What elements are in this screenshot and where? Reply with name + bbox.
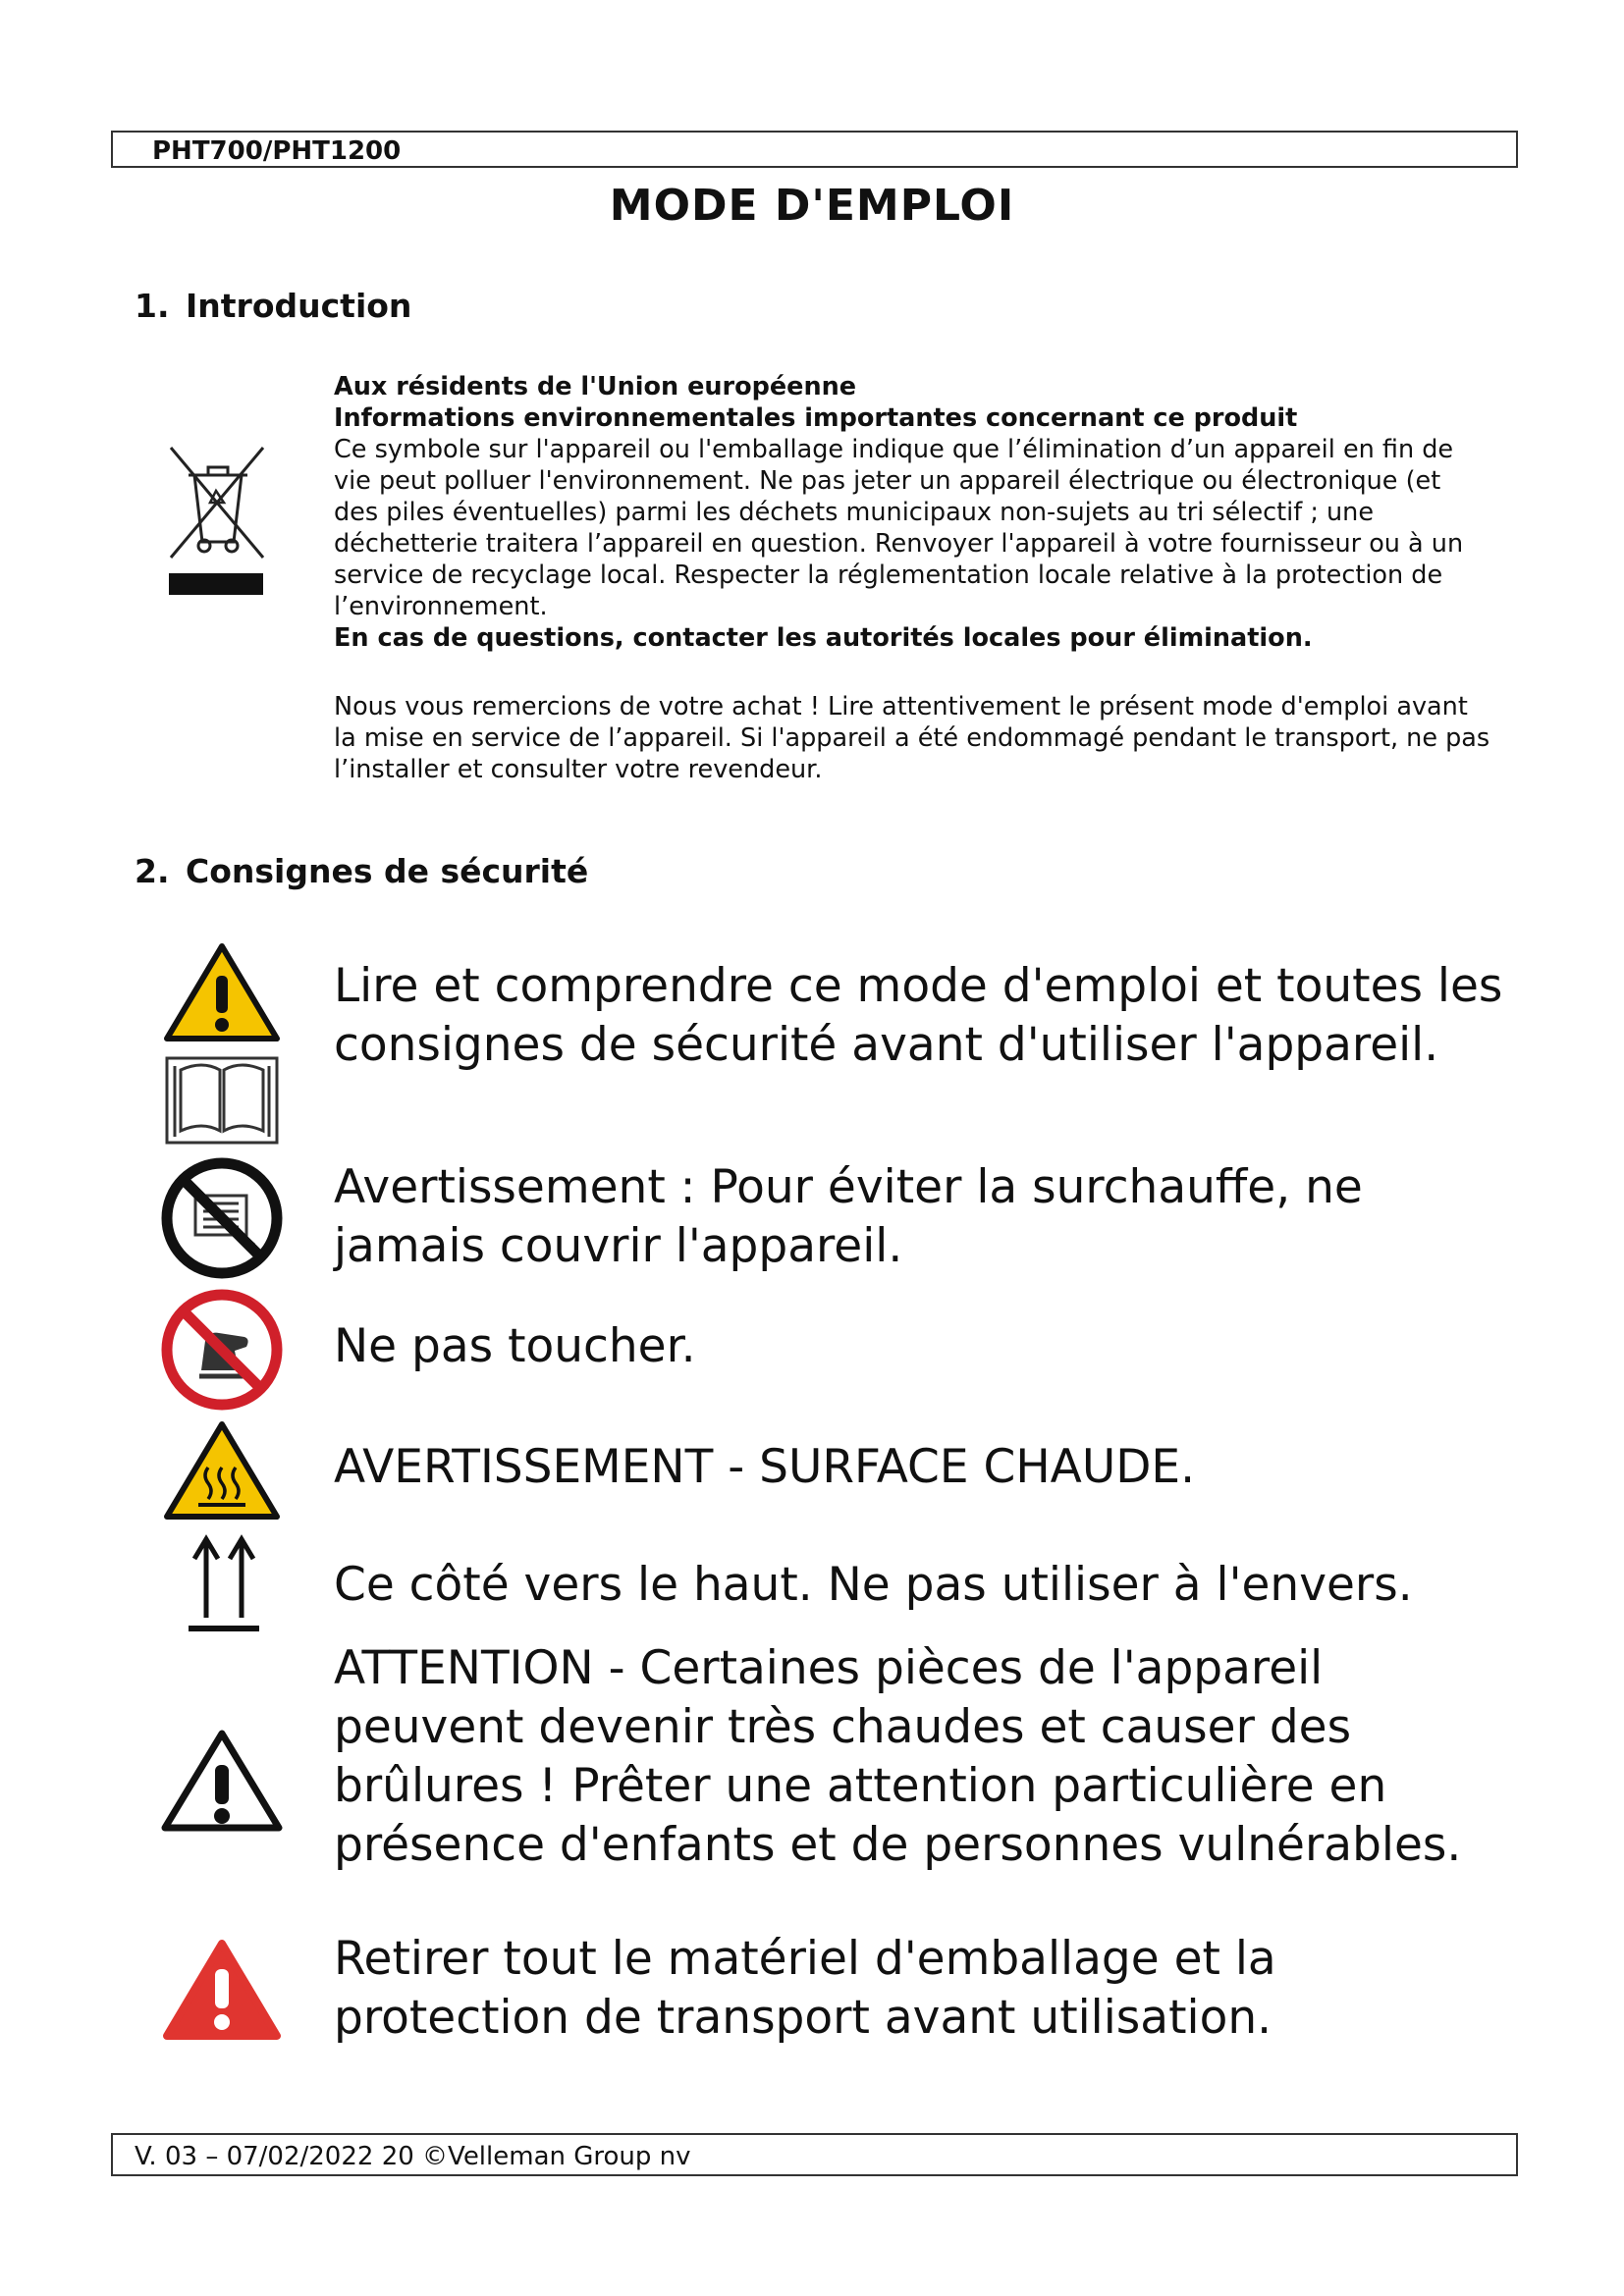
- safety-text-4: AVERTISSEMENT - SURFACE CHAUDE.: [334, 1440, 1196, 1494]
- section-2-title: Consignes de sécurité: [186, 852, 589, 890]
- weee-bin-icon: [165, 444, 267, 596]
- section-1-number: 1.: [135, 287, 170, 325]
- hot-surface-icon: [161, 1418, 283, 1522]
- page-footer: [111, 2133, 1518, 2176]
- page-header: [111, 131, 1518, 168]
- red-warning-icon: [161, 1936, 283, 2044]
- safety-text-2: Avertissement : Pour éviter la surchauffe, ne jamais couvrir l'appareil.: [334, 1160, 1363, 1273]
- safety-text-5: Ce côté vers le haut. Ne pas utiliser à l'envers.: [334, 1558, 1413, 1612]
- env-info-body: Ce symbole sur l'appareil ou l'emballage indique que l’élimination d’un appareil en fin de vie peut polluer l'environnement. Ne pas jeter un appareil électrique ou électronique (et des piles éventuelles) parmi les déchets municipaux non-sujets au tri sélectif ; une déchetterie traitera l’appareil en question. Renvoyer l'appareil à votre fournisseur ou à un service de recyclage local. Respecter la réglementation locale relative à la protection de l’environnement.: [334, 435, 1464, 621]
- env-info-heading: Informations environnementales importantes concernant ce produit: [334, 403, 1298, 433]
- section-1-heading: [135, 287, 411, 325]
- footer-text: V. 03 – 07/02/2022 20 ©Velleman Group nv: [135, 2142, 691, 2171]
- safety-text-6: ATTENTION - Certaines pièces de l'appareil peuvent devenir très chaudes et causer des brûlures ! Prêter une attention particulière en présence d'enfants et de personnes vulnérables.: [334, 1641, 1462, 1872]
- section-2-heading: [135, 852, 588, 890]
- page-title: MODE D'EMPLOI: [609, 181, 1015, 231]
- this-side-up-icon: [185, 1531, 263, 1633]
- safety-text-7: Retirer tout le matériel d'emballage et la protection de transport avant utilisation.: [334, 1932, 1276, 2045]
- section-1-title: Introduction: [186, 287, 412, 325]
- section-2-number: 2.: [135, 852, 170, 890]
- do-not-cover-icon: [160, 1156, 284, 1280]
- general-warning-icon: [159, 1726, 285, 1836]
- do-not-touch-icon: [160, 1288, 284, 1412]
- thanks-paragraph: Nous vous remercions de votre achat ! Lire attentivement le présent mode d'emploi avant la mise en service de l’appareil. Si l'appareil a été endommagé pendant le transport, ne pas l’installer et consulter votre revendeur.: [334, 692, 1490, 784]
- safety-text-3: Ne pas toucher.: [334, 1319, 696, 1373]
- env-questions: En cas de questions, contacter les autorités locales pour élimination.: [334, 623, 1313, 653]
- safety-text-1: Lire et comprendre ce mode d'emploi et toutes les consignes de sécurité avant d'utiliser l'appareil.: [334, 959, 1503, 1072]
- model-name: PHT700/PHT1200: [152, 136, 402, 166]
- eu-residents-heading: Aux résidents de l'Union européenne: [334, 372, 857, 401]
- warning-manual-icon: [163, 940, 281, 1147]
- intro-text-block: [334, 371, 1492, 785]
